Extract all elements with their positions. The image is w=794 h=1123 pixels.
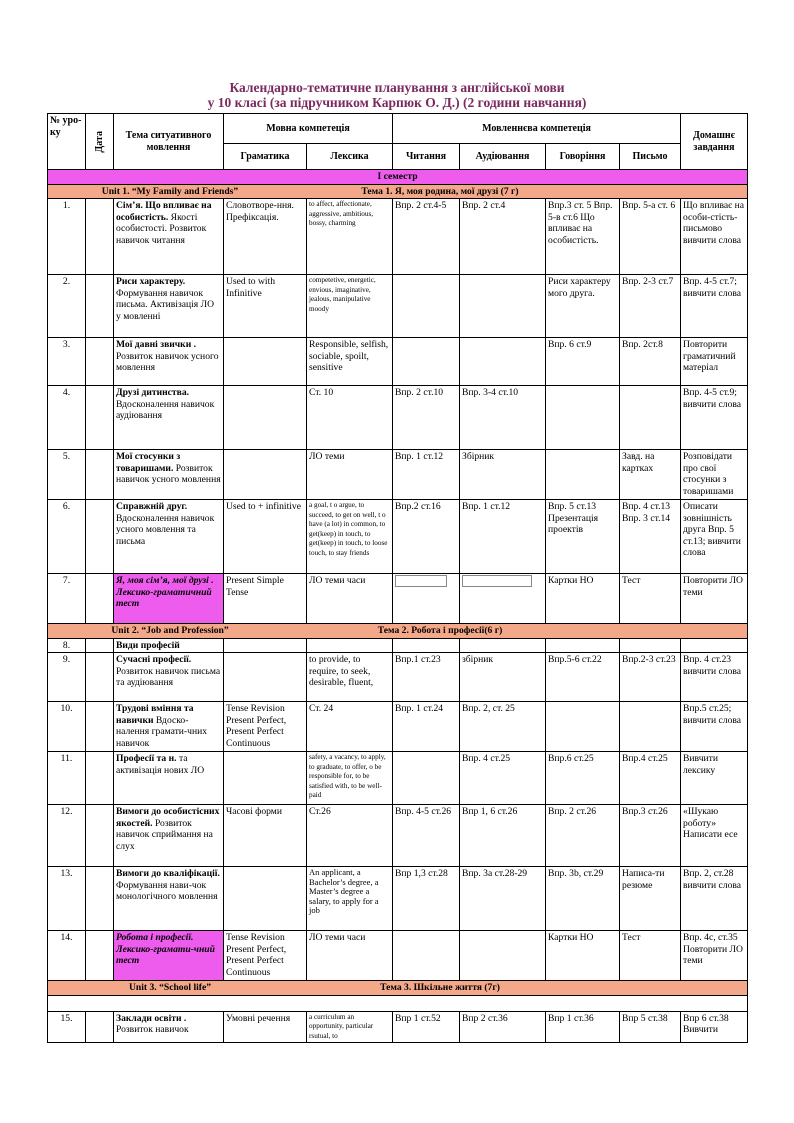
unit-row: Unit 3. “School life” Тема 3. Шкільне життя (7г) (48, 981, 748, 996)
unit-row: Unit 2. “Job and Profession” Тема 2. Робота і професії(6 г) (48, 624, 748, 639)
header-writing: Письмо (620, 144, 681, 170)
header-hw: Домашнє завдання (681, 114, 748, 170)
table-row: 5. Мої стосунки з товаришами. Розвиток навичок усного мовлення ЛО теми Впр. 1 ст.12 Збірник Завд. на картках Розповідати про свої стосунки з товаришами (48, 450, 748, 500)
table-row: 7. Я, моя сім’я, мої друзі . Лексико-граматичний тест Present Simple Tense ЛО теми часи Картки НО Тест Повторити ЛО теми (48, 574, 748, 624)
table-row: 12. Вимоги до особистісних якостей. Розвиток навичок сприймання на слух Часові форми Ст.26 Впр. 4-5 ст.26 Впр 1, 6 ст.26 Впр. 2 ст.26 Впр.3 ст.26 «Шукаю роботу» Написати есе (48, 805, 748, 867)
table-row: 8. Види професій (48, 638, 748, 653)
table-row: 13. Вимоги до кваліфікації. Формування нави-чок монологічного мовлення An applicant, a Bachelor’s degree, a Master’s degree a salary, to apply for a job Впр 1,3 ст.28 Впр. 3а ст.28-29 Впр. 3b, ст.29 Написа-ти резюме Впр. 2, ст.28 вивчити слова (48, 867, 748, 931)
page-subtitle: у 10 класі (за підручником Карпюк О. Д.) (2 години навчання) (207, 95, 587, 110)
semester-row: I семестр (48, 170, 748, 185)
table-row: 2. Риси характеру. Формування навичок письма. Активізація ЛО у мовленні Used to with Infinitive competetive, energetic, envious, imaginative, jealous, manipulative moody Риси характеру мого друга. Впр. 2-3 ст.7 Впр. 4-5 ст.7; вивчити слова (48, 275, 748, 338)
header-speaking: Говоріння (546, 144, 620, 170)
table-row: 3. Мої давні звички . Розвиток навичок усного мовлення Responsible, selfish, sociable, spoilt, sensitive Впр. 6 ст.9 Впр. 2ст.8 Повторити граматичний матеріал (48, 338, 748, 386)
header-topic: Тема ситуативного мовлення (114, 114, 224, 170)
table-row: 10. Трудові вміння та навички Вдоско-налення грамати-чних навичок Tense Revision Present Perfect, Present Perfect Continuous Ст. 24 Впр. 1 ст.24 Впр. 2, ст. 25 Впр.5 ст.25; вивчити слова (48, 702, 748, 752)
header-lang: Мовна компетеція (224, 114, 393, 144)
header-date: Дата (86, 114, 114, 170)
header-speech: Мовленнєва компетеція (393, 114, 681, 144)
header-grammar: Граматика (224, 144, 307, 170)
table-row: 15. Заклади освіти . Розвиток навичок Умовні речення a curriculum an opportunity, particular rsutual, to Впр 1 ст.52 Впр 2 ст.36 Впр 1 ст.36 Впр 5 ст.38 Впр 6 ст.38 Вивчити (48, 1011, 748, 1043)
table-row: 4. Друзі дитинства. Вдосконалення навичок аудіювання Ст. 10 Впр. 2 ст.10 Впр. 3-4 ст.10 Впр. 4-5 ст.9; вивчити слова (48, 386, 748, 450)
table-row: 1. Сім’я. Що впливає на особистість. Якості особистості. Розвиток навичок читання Словотворе-ння. Префіксація. to affect, affectionate, aggressive, ambitious, bossy, charming Впр. 2 ст.4-5 Впр. 2 ст.4 Впр.3 ст. 5 Впр. 5-в ст.6 Що впливає на особистість. Впр. 5-а ст. 6 Що впливає на особи-стість-письмово вивчити слова (48, 199, 748, 275)
page-title: Календарно-тематичне планування з англійської мови (229, 80, 565, 95)
unit-row: Unit 1. “My Family and Friends” Тема 1. Я, моя родина, мої друзі (7 г) (48, 184, 748, 199)
header-listening: Аудіювання (460, 144, 546, 170)
header-lexis: Лексика (307, 144, 393, 170)
table-row: 9. Сучасні професії. Розвиток навичок письма та аудіювання to provide, to require, to seek, desirable, fluent, Впр.1 ст.23 збірник Впр.5-6 ст.22 Впр.2-3 ст.23 Впр. 4 ст.23 вивчити слова (48, 653, 748, 702)
table-row: 11. Професії та н. та активізація нових ЛО safety, a vacancy, to apply, to graduate, to offer, o be responsible for, to be satisfied with, to be well-paid Впр. 4 ст.25 Впр.6 ст.25 Впр.4 ст.25 Вивчити лексику (48, 752, 748, 805)
table-row: 6. Справжній друг. Вдосконалення навичок усного мовлення та письма Used to + infinitive a goal, t o argue, to succeed, to get on well, t o have (a lot) in common, to get(keep) in touch, to get(keep) in touch, to loose touch, to stay friends Впр.2 ст.16 Впр. 1 ст.12 Впр. 5 ст.13 Презентація проектів Впр. 4 ст.13 Впр. 3 ст.14 Описати зовнішність друга Впр. 5 ст.13; вивчити слова (48, 500, 748, 574)
plan-table (47, 113, 748, 1043)
table-row: 14. Робота і професії. Лексико-грамати-чний тест Tense Revision Present Perfect, Present Perfect Continuous ЛО теми часи Картки НО Тест Впр. 4c, ст.35 Повторити ЛО теми (48, 931, 748, 981)
header-reading: Читання (393, 144, 460, 170)
header-num: № уро-ку (48, 114, 86, 170)
